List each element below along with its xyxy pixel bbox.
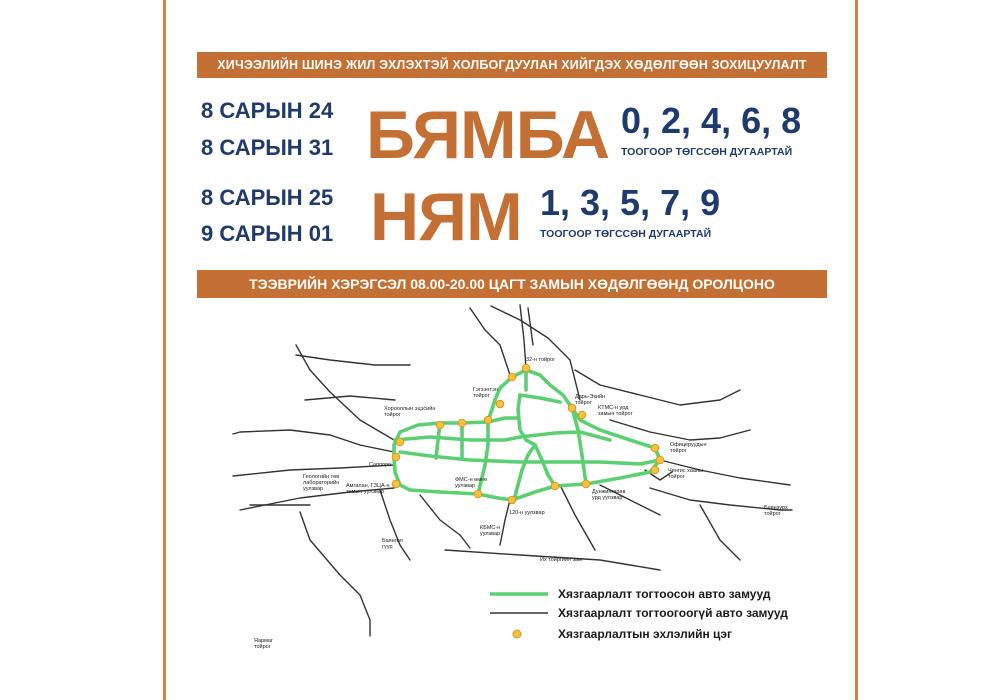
map-label: 32-н тойрог [526,357,556,363]
saturday-day: БЯМБА [366,97,610,173]
start-point [651,444,659,452]
saturday-numbers: 0, 2, 4, 6, 8 [621,100,802,141]
map-label: Дунжингарав урд уулзвар [592,489,626,501]
map-label: Хорооллын эцэсийн тойрог [384,406,436,418]
map-label: Амгалан, ГЗЦА-н замын уулзвар [346,483,390,495]
start-point [392,453,400,461]
legend-point-label: Хязгаарлалтын эхлэлийн цэг [558,627,733,641]
start-points [392,364,664,504]
start-point [496,400,504,408]
legend-restricted-label: Хязгаарлалт тогтоосон авто замууд [558,587,771,601]
sunday-day: НЯМ [370,179,522,255]
start-point [656,456,664,464]
time-banner: ТЭЭВРИЙН ХЭРЭГСЭЛ 08.00-20.00 ЦАГТ ЗАМЫН ХӨДӨЛГӨӨНД ОРОЛЦОНО [197,270,827,298]
start-point [578,411,586,419]
map-label: Баянгол гүүр [382,538,403,550]
header-banner: ХИЧЭЭЛИЙН ШИНЭ ЖИЛ ЭХЛЭХТЭЙ ХОЛБОГДУУЛАН ХИЙГДЭХ ХӨДӨЛГӨӨН ЗОХИЦУУЛАЛТ [197,52,827,78]
start-point [582,480,590,488]
sunday-numbers: 1, 3, 5, 7, 9 [540,182,721,223]
sunday-date-2: 9 САРЫН 01 [201,221,334,246]
map-label: КТМС-н урд замын тойрог [598,405,633,417]
start-point [484,416,492,424]
legend-unrestricted-label: Хязгаарлалт тогтоогоогүй авто замууд [558,606,788,620]
start-point [458,419,466,427]
start-point [392,480,400,488]
saturday-date-1: 8 САРЫН 24 [201,98,334,123]
start-point [508,496,516,504]
start-point [436,421,444,429]
sunday-date-1: 8 САРЫН 25 [201,185,334,210]
map-label: Гэгээнтэн тойрог [473,387,498,399]
start-point [551,482,559,490]
map-label: Баянзүрх тойрог [764,505,788,517]
legend-point-icon [513,630,521,638]
saturday-note: ТООГООР ТӨГССӨН ДУГААРТАЙ [621,146,793,158]
map-label: Чингис хааны тойрог [668,468,703,480]
map-label: Дарь-Экийн тойрог [575,394,606,406]
start-point [396,438,404,446]
map-label: Яармаг тойрог [254,638,273,650]
start-point [651,466,659,474]
map-label: Офицеруудын тойрог [670,442,707,454]
start-point [474,490,482,498]
map-label: ФМС-н өмнө уулзвар [455,477,488,489]
map-label: Их тойргийн зам [540,557,582,563]
map-label: Геологийн төв лабораторийн уулзвар [303,474,340,492]
start-point [522,364,530,372]
start-point [508,373,516,381]
map-label: КБМС-н уулзвар [480,525,501,537]
map-label: 120-н уулзвар [509,510,545,516]
map-label: Саппоро [369,462,392,468]
sunday-note: ТООГООР ТӨГССӨН ДУГААРТАЙ [540,228,712,240]
saturday-date-2: 8 САРЫН 31 [201,135,334,160]
